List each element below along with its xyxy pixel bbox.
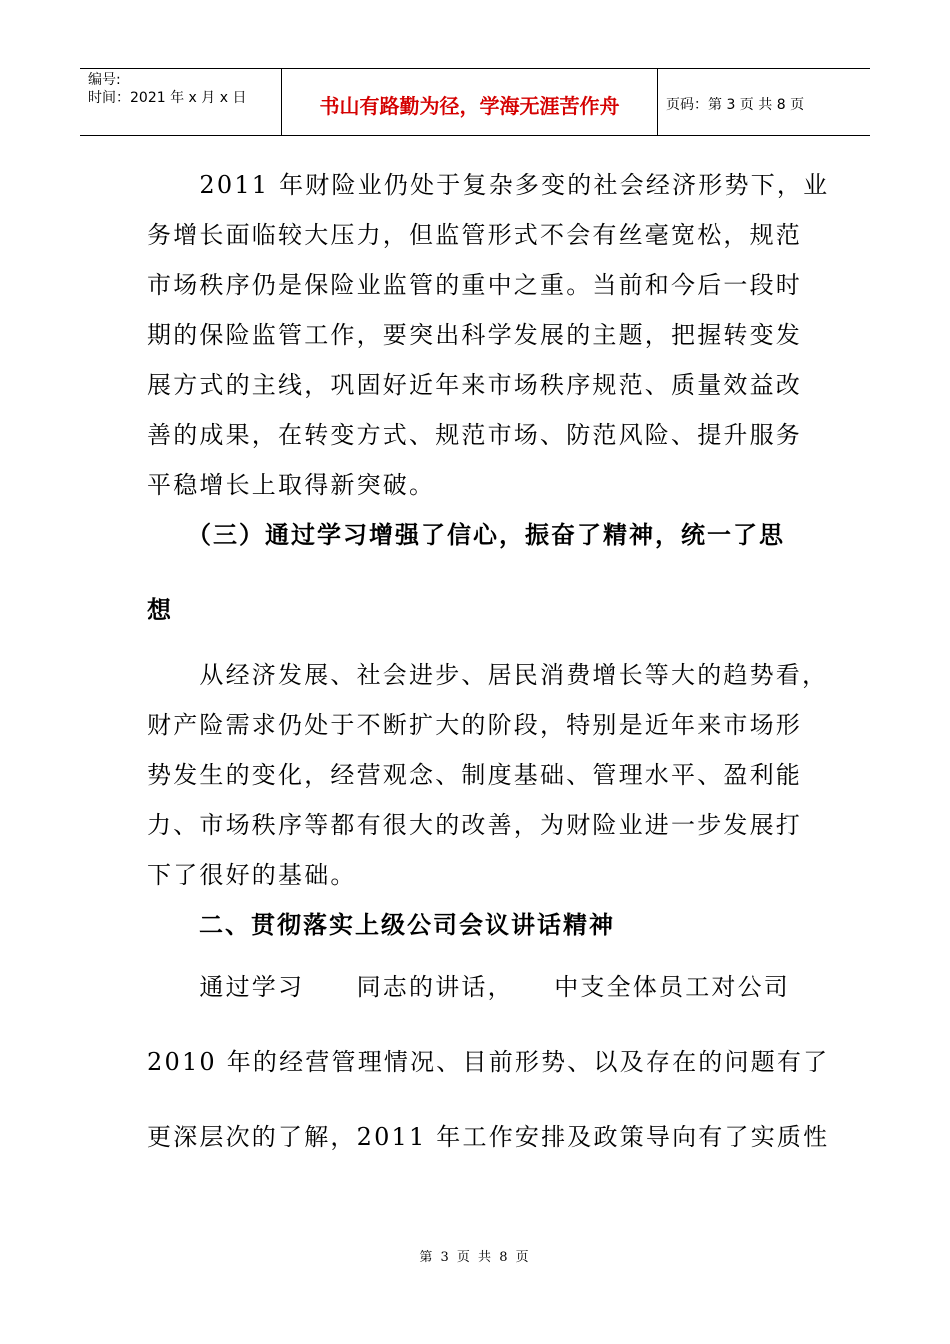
body-line: 从经济发展、社会进步、居民消费增长等大的趋势看，: [147, 661, 829, 689]
body-line: 期的保险监管工作，要突出科学发展的主题，把握转变发: [147, 321, 802, 349]
header-meta: [80, 69, 282, 135]
header-motto: 书山有路勤为径，学海无涯苦作舟: [282, 69, 658, 135]
body-line: 势发生的变化，经营观念、制度基础、管理水平、盈利能: [147, 761, 802, 789]
body-line: 展方式的主线，巩固好近年来市场秩序规范、质量效益改: [147, 371, 802, 399]
page-header: [80, 68, 870, 136]
document-number-label: 编号:: [88, 72, 121, 88]
body-line: 财产险需求仍处于不断扩大的阶段，特别是近年来市场形: [147, 711, 802, 739]
body-line: 平稳增长上取得新突破。: [147, 471, 436, 499]
body-line: 通过学习 同志的讲话， 中支全体员工对公司: [147, 973, 790, 1001]
header-page-info: 页码：第 3 页 共 8 页: [666, 97, 805, 113]
body-line: 善的成果，在转变方式、规范市场、防范风险、提升服务: [147, 421, 802, 449]
body-line: 更深层次的了解，2011 年工作安排及政策导向有了实质性: [147, 1123, 830, 1151]
document-time-label: 时间：2021 年 x 月 x 日: [88, 90, 247, 106]
body-line: 下了很好的基础。: [147, 861, 357, 889]
body-line: 2011 年财险业仍处于复杂多变的社会经济形势下，业: [147, 171, 830, 199]
section-heading: 二、贯彻落实上级公司会议讲话精神: [147, 911, 615, 939]
body-line: 务增长面临较大压力，但监管形式不会有丝毫宽松，规范: [147, 221, 802, 249]
section-heading: （三）通过学习增强了信心，振奋了精神，统一了思: [147, 521, 785, 549]
section-heading-continued: 想: [147, 596, 173, 624]
body-line: 力、市场秩序等都有很大的改善，为财险业进一步发展打: [147, 811, 802, 839]
body-line: 市场秩序仍是保险业监管的重中之重。当前和今后一段时: [147, 271, 802, 299]
body-line: 2010 年的经营管理情况、目前形势、以及存在的问题有了: [147, 1048, 830, 1076]
page-footer: 第 3 页 共 8 页: [419, 1250, 531, 1265]
